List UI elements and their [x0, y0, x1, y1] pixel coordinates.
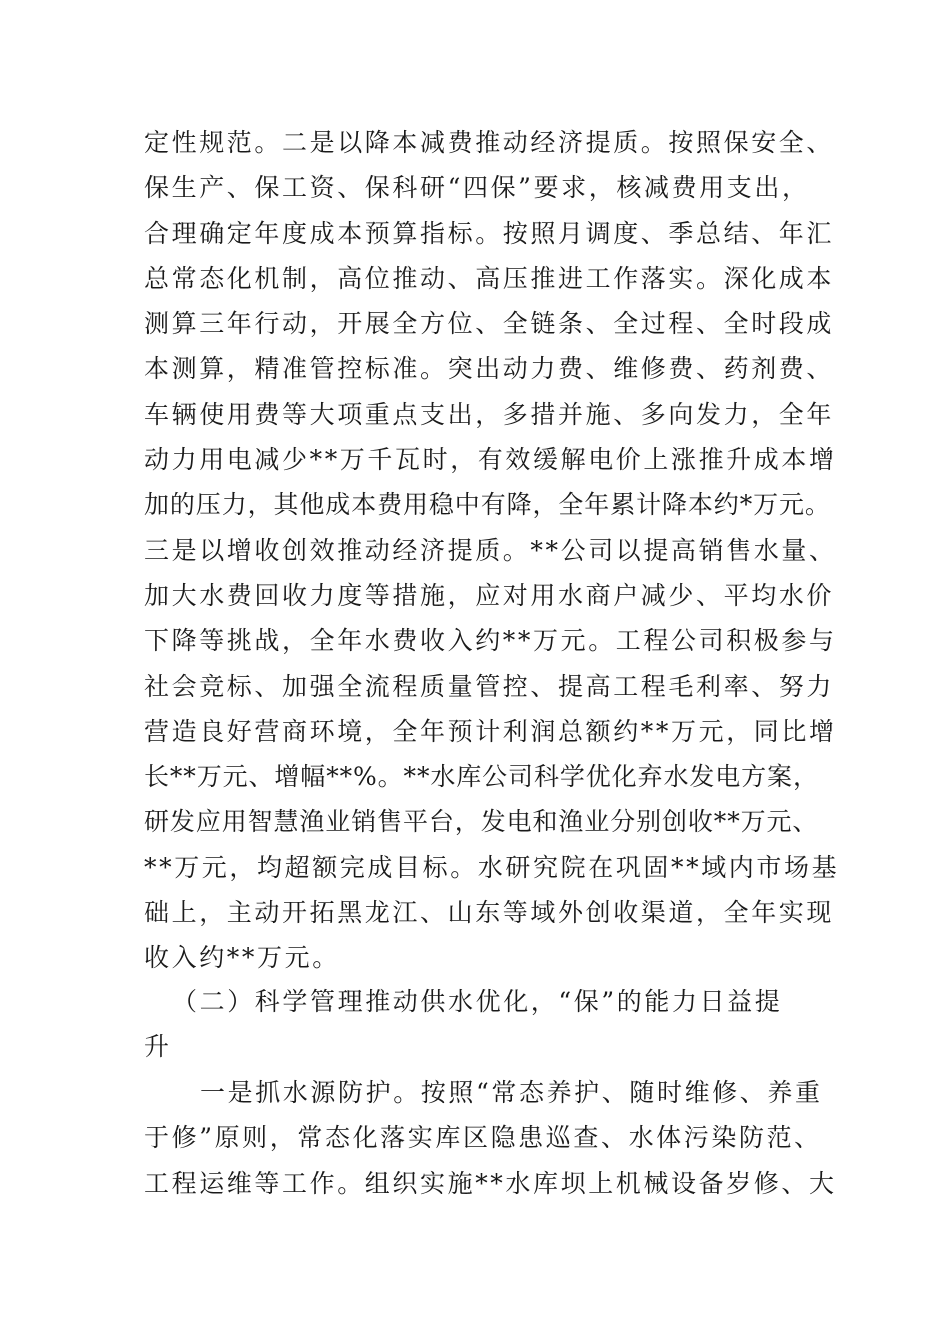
- text-line: 测算三年行动，开展全方位、全链条、全过程、全时段成: [144, 309, 835, 339]
- text-line: 加大水费回收力度等措施，应对用水商户减少、平均水价: [144, 580, 835, 610]
- text-line: 础上，主动开拓黑龙江、山东等域外创收渠道，全年实现: [144, 898, 835, 928]
- text-line: 于修”原则，常态化落实库区隐患巡查、水体污染防范、: [144, 1123, 822, 1153]
- heading-line: （二）科学管理推动供水优化，“保”的能力日益提: [172, 987, 783, 1016]
- text-line: 营造良好营商环境，全年预计利润总额约**万元，同比增: [144, 716, 837, 746]
- text-line: 保生产、保工资、保科研“四保”要求，核减费用支出，: [144, 173, 810, 203]
- text-line: 总常态化机制，高位推动、高压推进工作落实。深化成本: [144, 263, 835, 293]
- text-line: 社会竞标、加强全流程质量管控、提高工程毛利率、努力: [144, 671, 835, 701]
- text-line: 本测算，精准管控标准。突出动力费、维修费、药剂费、: [144, 354, 835, 384]
- paragraph-water-source: [144, 1070, 837, 1206]
- text-line: 定性规范。二是以降本减费推动经济提质。按照保安全、: [144, 128, 835, 157]
- text-line: 三是以增收创效推动经济提质。**公司以提高销售水量、: [144, 535, 837, 565]
- text-line: 车辆使用费等大项重点支出，多措并施、多向发力，全年: [144, 399, 835, 429]
- heading-line: 升: [144, 1032, 172, 1062]
- text-line: 长**万元、增幅**%。**水库公司科学优化弃水发电方案，: [144, 762, 819, 792]
- text-line: 研发应用智慧渔业销售平台，发电和渔业分别创收**万元、: [144, 807, 819, 837]
- section-heading: [144, 979, 834, 1070]
- paragraph-economic-quality: [144, 120, 840, 981]
- text-line: 收入约**万元。: [144, 943, 340, 973]
- text-line: 下降等挑战，全年水费收入约**万元。工程公司积极参与: [144, 626, 837, 656]
- text-line: 工程运维等工作。组织实施**水库坝上机械设备岁修、大: [144, 1168, 837, 1198]
- text-line: 动力用电减少**万千瓦时，有效缓解电价上涨推升成本增: [144, 445, 837, 475]
- text-line: 合理确定年度成本预算指标。按照月调度、季总结、年汇: [144, 218, 835, 248]
- text-line: 加的压力，其他成本费用稳中有降，全年累计降本约*万元。: [144, 490, 831, 520]
- text-line: **万元，均超额完成目标。水研究院在巩固**域内市场基: [144, 852, 840, 882]
- text-line: 一是抓水源防护。按照“常态养护、随时维修、养重: [200, 1078, 823, 1107]
